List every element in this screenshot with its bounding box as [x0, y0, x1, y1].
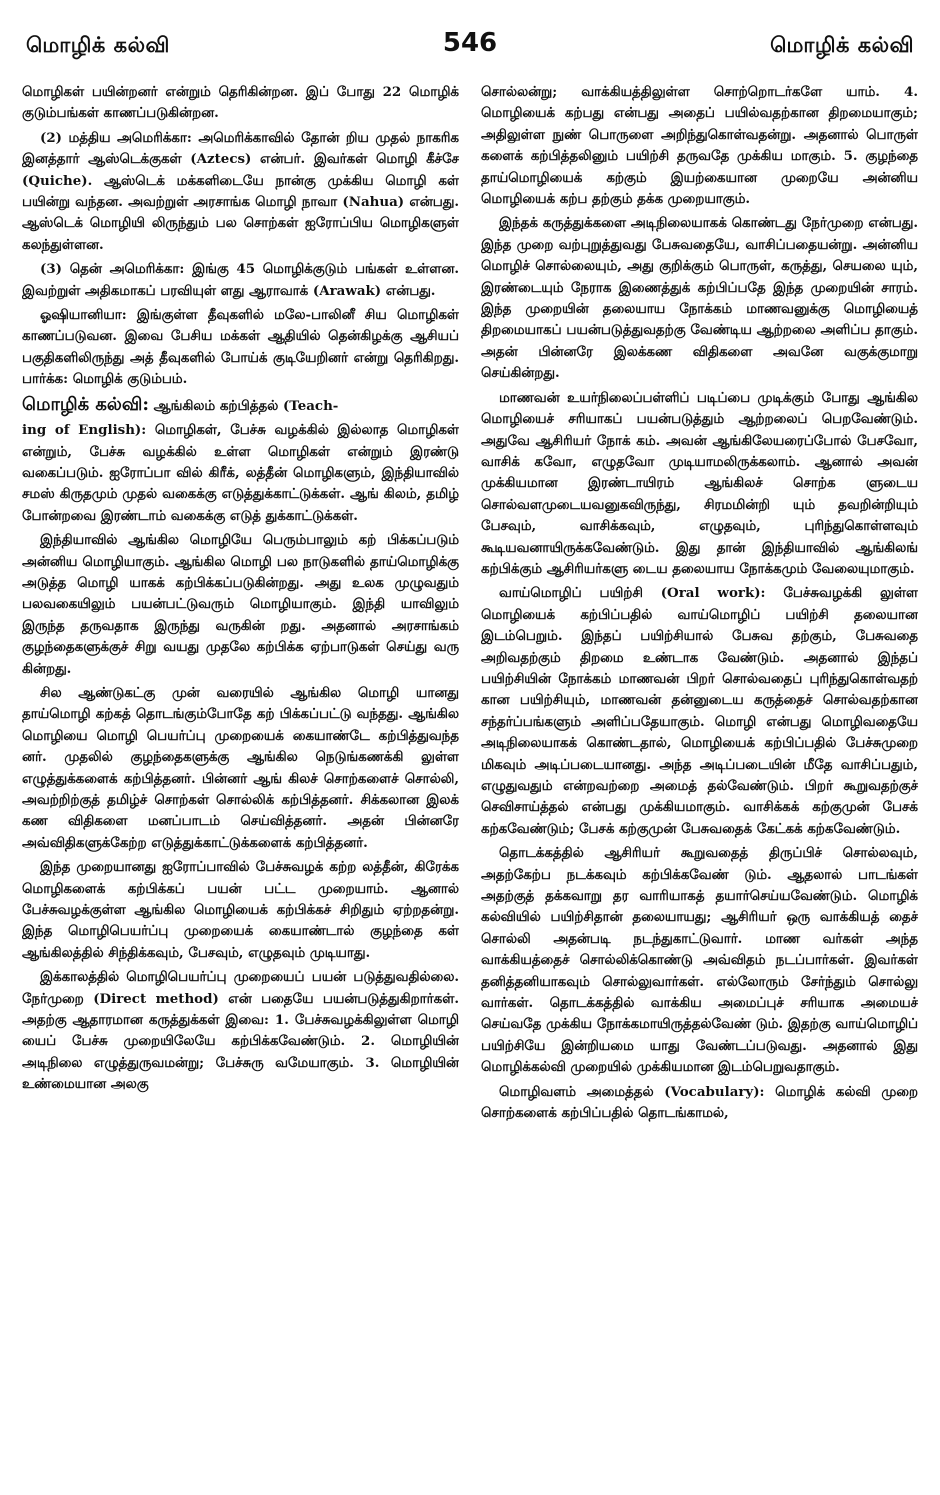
entry-headword: மொழிக் கல்வி: — [22, 393, 149, 415]
paragraph: இந்தியாவில் ஆங்கில மொழியே பெரும்பாலும் கற் பிக்கப்படும் அன்னிய மொழியாகும். ஆங்கில மொழி பல நாடுகளில் தாய்மொழிக்கு அடுத்த மொழி யாகக் கற்பிக்கப்படுகின்றது. அது உலக முழுவதும் பலவகையிலும் பயன்பட்டுவரும் மொழியாகும். இந்தி யாவிலும் இருந்த தருவதாக இருந்து வருகின் றது. அதனால் அரசாங்கம் குழந்தைகளுக்குச் சிறு வயது முதலே கற்பிக்க ஏற்பாடுகள் செய்து வரு கின்றது. — [22, 532, 459, 677]
paragraph: மொழிவளம் அமைத்தல் (Vocabulary): மொழிக் கல்வி முறை சொற்களைக் கற்பிப்பதில் தொடங்காமல், — [481, 1083, 918, 1122]
body-columns — [22, 82, 918, 1473]
left-column — [22, 82, 459, 1473]
paragraph: ing of English): மொழிகள், பேச்சு வழக்கில் இல்லாத மொழிகள் என்றும், பேச்சு வழக்கில் உள்ள மொழிகள் என்றும் இரண்டு வகைப்படும். ஐரோப்பா வில் கிரீக், லத்தீன் மொழிகளும், இந்தியாவில் சமஸ் கிருதமும் முதல் வகைக்கு எடுத்துக்காட்டுக்கள். ஆங் கிலம், தமிழ் போன்றவை இரண்டாம் வகைக்கு எடுத் துக்காட்டுக்கள். — [22, 422, 459, 524]
paragraph: (2) மத்திய அமெரிக்கா: அமெரிக்காவில் தோன் றிய முதல் நாகரிக இனத்தார் ஆஸ்டெக்குகள் (Aztecs) என்பர். இவர்கள் மொழி கீச்சே (Quiche). ஆஸ்டெக் மக்களிடையே நான்கு முக்கிய மொழி கள் பயின்று வந்தன. அவற்றுள் அரசாங்க மொழி நாவா (Nahua) என்பது. ஆஸ்டெக் மொழியி லிருந்தும் பல சொற்கள் ஐரோப்பிய மொழிகளுள் கலந்துள்ளன. — [22, 129, 459, 253]
entry-lead: ஆங்கிலம் கற்பித்தல் (Teach- — [153, 397, 339, 414]
paragraph: ஓஷியானியா: இங்குள்ள தீவுகளில் மலே-பாலினீ சிய மொழிகள் காணப்படுவன. இவை பேசிய மக்கள் ஆதியில் தென்கிழக்கு ஆசியப் பகுதிகளிலிருந்து அத் தீவுகளில் போய்க் குடியேறினர் என்று தெரிகிறது. பார்க்க: மொழிக் குடும்பம். — [22, 307, 459, 388]
right-column — [481, 82, 918, 1473]
paragraph: (3) தென் அமெரிக்கா: இங்கு 45 மொழிக்குடும் பங்கள் உள்ளன. இவற்றுள் அதிகமாகப் பரவியுள் ளது ஆராவாக் (Arawak) என்பது. — [22, 261, 459, 299]
paragraph: மாணவன் உயர்நிலைப்பள்ளிப் படிப்பை முடிக்கும் போது ஆங்கில மொழியைச் சரியாகப் பயன்படுத்தும் ஆற்றலைப் பெறவேண்டும். அதுவே ஆசிரியர் நோக் கம். அவன் ஆங்கிலேயரைப்போல் பேசவோ, வாசிக் கவோ, எழுதவோ முடியாமலிருக்கலாம். ஆனால் அவன் முக்கியமான இரண்டாயிரம் ஆங்கிலச் சொற்க ளுடைய சொல்வளமுடையவனுகவிருந்து, சிரமமின்றி யும் தவறின்றியும் பேசவும், வாசிக்கவும், எழுதவும், புரிந்துகொள்ளவும் கூடியவனாயிருக்கவேண்டும். இது தான் இந்தியாவில் ஆங்கிலங் கற்பிக்கும் ஆசிரியர்களு டைய தலையாய நோக்கமும் வேலையுமாகும். — [481, 389, 918, 577]
running-head-right: மொழிக் கல்வி — [770, 32, 914, 57]
paragraph: மொழிகள் பயின்றனர் என்றும் தெரிகின்றன. இப் போது 22 மொழிக் குடும்பங்கள் காணப்படுகின்றன. — [22, 84, 459, 122]
running-head-left: மொழிக் கல்வி — [26, 32, 170, 57]
running-head — [22, 28, 918, 76]
entry-paragraph — [22, 394, 459, 417]
paragraph: இந்தக் கருத்துக்களை அடிநிலையாகக் கொண்டது நேர்முறை என்பது. இந்த முறை வற்புறுத்துவது பேசுவதையே, வாசிப்பதையன்று. அன்னிய மொழிச் சொல்லையும், அது குறிக்கும் பொருள், கருத்து, செயலை யும், இரண்டையும் நேராக இணைத்துக் கற்பிப்பதே இந்த முறையின் சாரம். இந்த முறையின் தலையாய நோக்கம் மாணவனுக்கு மொழியைத் திறமையாகப் பயன்படுத்துவதற்கு வேண்டிய ஆற்றலை அளிப்ப தாகும். அதன் பின்னரே இலக்கண விதிகளை அவனே வகுக்குமாறு செய்கின்றது. — [481, 215, 918, 382]
page-number: 546 — [442, 28, 498, 58]
paragraph: இந்த முறையானது ஐரோப்பாவில் பேச்சுவழக் கற்ற லத்தீன், கிரேக்க மொழிகளைக் கற்பிக்கப் பயன் பட்ட முறையாம். ஆனால் பேச்சுவழக்குள்ள ஆங்கில மொழியைக் கற்பிக்கச் சிறிதும் ஏற்றதன்று. இந்த மொழிபெயர்ப்பு முறையைக் கையாண்டால் குழந்தை கள் ஆங்கிலத்தில் சிந்திக்கவும், பேசவும், எழுதவும் முடியாது. — [22, 859, 459, 961]
paragraph: தொடக்கத்தில் ஆசிரியர் கூறுவதைத் திருப்பிச் சொல்லவும், அதற்கேற்ப நடக்கவும் கற்பிக்கவேண் டும். ஆதலால் பாடங்கள் அதற்குத் தக்கவாறு தர வாரியாகத் தயார்செய்யவேண்டும். மொழிக் கல்வியில் பயிற்சிதான் தலையாயது; ஆசிரியர் ஒரு வாக்கியத் தைச் சொல்லி அதன்படி நடந்துகாட்டுவார். மாண வர்கள் அந்த வாக்கியத்தைச் சொல்லிக்கொண்டு அவ்விதம் நடப்பார்கள். இவர்கள் தனித்தனியாகவும் சொல்லுவார்கள். எல்லோரும் சேர்ந்தும் சொல்லு வார்கள். தொடக்கத்தில் வாக்கிய அமைப்புச் சரியாக அமையச் செய்வதே முக்கிய நோக்கமாயிருத்தல்வேண் டும். இதற்கு வாய்மொழிப் பயிற்சியே இன்றியமை யாது வேண்டப்படுவது. அதனால் இது மொழிக்கல்வி முறையில் முக்கியமான இடம்பெறுவதாகும். — [481, 845, 918, 1076]
paragraph: வாய்மொழிப் பயிற்சி (Oral work): பேச்சுவழக்கி லுள்ள மொழியைக் கற்பிப்பதில் வாய்மொழிப் பயிற்சி தலையான இடம்பெறும். இந்தப் பயிற்சியால் பேசுவ தற்கும், பேசுவதை அறிவதற்கும் திறமை உண்டாக வேண்டும். அதனால் இந்தப் பயிற்சியின் நோக்கம் மாணவன் பிறர் சொல்வதைப் புரிந்துகொள்வதற் கான பயிற்சியும், மாணவன் தன்னுடைய கருத்தைச் சொல்வதற்கான சந்தர்ப்பங்களும் அளிப்பதேயாகும். மொழி என்பது மொழிவதையே அடிநிலையாகக் கொண்டதால், மொழியைக் கற்பிப்பதில் பேச்சுமுறை மிகவும் அடிப்படையானது. அந்த அடிப்படையின் மீதே வாசிப்பதும், எழுதுவதும் என்றவற்றை அமைத் தல்வேண்டும். பிறர் கூறுவதற்குச் செவிசாய்த்தல் என்பது முக்கியமாகும். வாசிக்கக் கற்குமுன் பேசக் கற்கவேண்டும்; பேசக் கற்குமுன் பேசுவதைக் கேட்கக் கற்கவேண்டும். — [481, 585, 918, 837]
paragraph: சில ஆண்டுகட்கு முன் வரையில் ஆங்கில மொழி யானது தாய்மொழி கற்கத் தொடங்கும்போதே கற் பிக்கப்பட்டு வந்தது. ஆங்கில மொழியை மொழி பெயர்ப்பு முறையைக் கையாண்டே கற்பித்துவந்த னர். முதலில் குழந்தைகளுக்கு ஆங்கில நெடுங்கணக்கி லுள்ள எழுத்துக்களைக் கற்பித்தனர். பின்னர் ஆங் கிலச் சொற்களைச் சொல்லி, அவற்றிற்குத் தமிழ்ச் சொற்கள் சொல்லிக் கற்பித்தனர். சிக்கலான இலக் கண விதிகளை மனப்பாடம் செய்வித்தனர். அதன் பின்னரே அவ்விதிகளுக்கேற்ற எடுத்துக்காட்டுக்களைக் கற்பித்தனர். — [22, 684, 459, 851]
paragraph: சொல்லன்று; வாக்கியத்திலுள்ள சொற்றொடர்களே யாம். 4. மொழியைக் கற்பது என்பது அதைப் பயில்வதற்கான திறமையாகும்; அதிலுள்ள நுண் பொருளை அறிந்துகொள்வதன்று. அதனால் பொருள் களைக் கற்பித்தலினும் பயிற்சி தருவதே முக்கிய மாகும். 5. குழந்தை தாய்மொழியைக் கற்கும் இயற்கையான முறையே அன்னிய மொழியைக் கற்ப தற்கும் தக்க முறையாகும். — [481, 84, 918, 208]
paragraph: இக்காலத்தில் மொழிபெயர்ப்பு முறையைப் பயன் படுத்துவதில்லை. நேர்முறை (Direct method) என் பதையே பயன்படுத்துகிறார்கள். அதற்கு ஆதாரமான கருத்துக்கள் இவை: 1. பேச்சுவழக்கிலுள்ள மொழி யைப் பேச்சு முறையிலேயே கற்பிக்கவேண்டும். 2. மொழியின் அடிநிலை எழுத்துருவமன்று; பேச்சுரு வமேயாகும். 3. மொழியின் உண்மையான அலகு — [22, 969, 459, 1093]
